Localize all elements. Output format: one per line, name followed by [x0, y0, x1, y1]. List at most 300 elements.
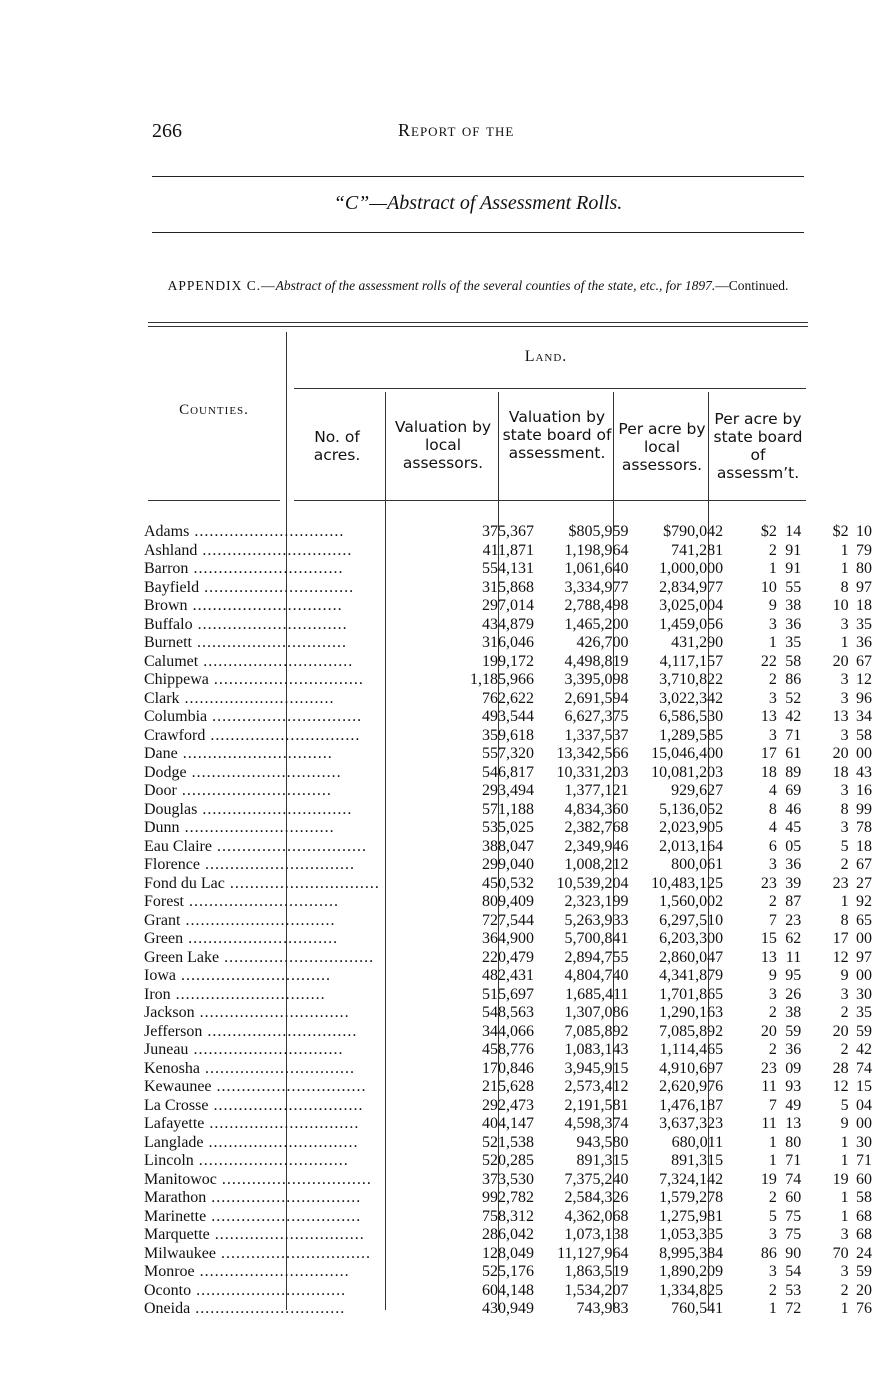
cell-pa-state-d: $2 [832, 523, 849, 540]
table-row [144, 542, 872, 561]
table-row [144, 708, 872, 727]
cell-pa-state-d: 9 [840, 967, 849, 984]
cell-pa-state-d: 9 [840, 1115, 849, 1132]
col-header-local-valuation: Valuation by local assessors. [394, 418, 492, 472]
cell-local: 5,700,841 [564, 930, 629, 947]
cell-county [144, 690, 380, 709]
counties-header: Counties. [179, 402, 249, 418]
cell-pa-local-c: 86 [785, 671, 802, 688]
county-name: Grant [144, 911, 181, 929]
cell-local: 426,700 [576, 634, 629, 651]
cell-pa-state-d: 20 [832, 652, 849, 670]
cell-state: 6,586,530 [659, 708, 724, 725]
table-row [144, 1171, 872, 1190]
cell-pa-local-c: 52 [785, 689, 802, 707]
county-name: Ashland [144, 541, 198, 559]
cell-pa-local-c: 75 [785, 1226, 802, 1243]
table-row [144, 986, 872, 1005]
county-name: Dodge [144, 763, 187, 781]
county-name: Manitowoc [144, 1170, 217, 1188]
table-top-rule [148, 322, 808, 323]
cell-pa-state-c: 71 [856, 1152, 872, 1169]
leader-dots: .............................. [206, 1207, 362, 1225]
cell-local: 7,375,240 [564, 1170, 629, 1188]
cell-local: 1,337,537 [564, 726, 629, 744]
cell-state: 1,579,278 [659, 1189, 724, 1206]
cell-pa-local-d: 22 [760, 652, 777, 670]
leader-dots: .............................. [192, 634, 347, 651]
cell-county [144, 523, 380, 542]
cell-pa-local-d: 15 [760, 930, 777, 947]
cell-pa-state-c: 30 [856, 985, 872, 1003]
county-name: Buffalo [144, 615, 193, 633]
cell-local: 2,584,326 [564, 1189, 629, 1206]
cell-pa-local-d: $2 [760, 523, 777, 540]
county-name: Bayfield [144, 578, 200, 596]
cell-pa-local-c: 89 [785, 763, 802, 781]
county-name: Juneau [144, 1041, 189, 1058]
cell-pa-state-c: 79 [856, 541, 872, 559]
cell-pa-state-d: 2 [840, 1281, 849, 1299]
county-name: Douglas [144, 800, 198, 818]
county-name: Langlade [144, 1133, 204, 1151]
cell-acres: 215,628 [482, 1078, 535, 1095]
cell-pa-state-c: 60 [856, 1170, 872, 1188]
cell-pa-local-c: 39 [785, 874, 802, 892]
county-name: Brown [144, 597, 188, 614]
cell-pa-local-d: 5 [768, 1207, 777, 1225]
leader-dots: .............................. [215, 1244, 371, 1262]
cell-pa-local-d: 9 [768, 597, 777, 614]
cell-pa-local-c: 91 [785, 541, 802, 559]
table-row [144, 1134, 872, 1153]
cell-pa-state-c: 00 [856, 745, 872, 762]
cell-pa-state-d: 19 [832, 1170, 849, 1188]
cell-county [144, 1300, 380, 1319]
cell-acres: 535,025 [482, 819, 535, 836]
county-name: Dunn [144, 819, 180, 836]
cell-pa-local-c: 36 [785, 856, 802, 873]
cell-state: 8,995,384 [659, 1244, 724, 1262]
cell-pa-state-d: 18 [832, 763, 849, 781]
cell-local: 1,377,121 [564, 782, 629, 799]
cell-pa-local-c: 49 [785, 1096, 802, 1114]
cell-acres: 297,014 [482, 597, 535, 614]
cell-local: 2,349,946 [564, 837, 629, 855]
county-name: Marathon [144, 1189, 207, 1206]
leader-dots: .............................. [211, 1078, 367, 1095]
cell-state: 1,701,865 [659, 985, 724, 1003]
cell-pa-local-d: 11 [761, 1115, 777, 1132]
cell-pa-local-c: 46 [785, 800, 802, 818]
cell-acres: 520,285 [482, 1152, 535, 1169]
cell-local: 1,465,200 [564, 615, 629, 633]
county-name: Kewaunee [144, 1078, 212, 1095]
cell-pa-local-d: 2 [768, 1041, 777, 1058]
cell-state: 1,334,825 [659, 1281, 724, 1299]
cell-county [144, 801, 380, 820]
cell-state: 1,000,000 [659, 560, 724, 577]
cell-pa-state-c: 96 [856, 689, 872, 707]
cell-pa-state-c: 00 [856, 930, 872, 947]
cell-county [144, 1134, 380, 1153]
cell-pa-local-c: 62 [785, 930, 802, 947]
cell-pa-state-c: 15 [856, 1078, 872, 1095]
table-row [144, 1115, 872, 1134]
cell-pa-state-d: 5 [840, 1096, 849, 1114]
leader-dots: .............................. [208, 1096, 364, 1114]
table-row [144, 745, 872, 764]
cell-county [144, 967, 380, 986]
cell-pa-local-c: 95 [785, 967, 802, 984]
cell-county [144, 782, 380, 801]
county-name: Clark [144, 689, 180, 707]
cell-state: 2,023,905 [659, 819, 724, 836]
cell-acres: 375,367 [482, 523, 535, 540]
leader-dots: .............................. [177, 745, 333, 762]
leader-dots: .............................. [194, 1004, 350, 1021]
cell-pa-state-d: 17 [832, 930, 849, 947]
cell-pa-state-d: 12 [832, 1078, 849, 1095]
cell-local: 10,331,203 [556, 763, 629, 781]
cell-state: 1,053,335 [659, 1226, 724, 1243]
cell-acres: 373,530 [482, 1170, 535, 1188]
cell-pa-state-d: 8 [840, 800, 849, 818]
cell-local: 891,315 [576, 1152, 629, 1169]
cell-local: 743,983 [576, 1300, 629, 1317]
cell-local: 4,834,360 [564, 800, 629, 818]
county-name: Monroe [144, 1263, 195, 1280]
table-row [144, 1097, 872, 1116]
cell-pa-state-d: 2 [840, 1041, 849, 1058]
cell-pa-local-d: 4 [768, 819, 777, 836]
table-row [144, 671, 872, 690]
cell-pa-local-c: 05 [785, 837, 802, 855]
county-name: Eau Claire [144, 837, 212, 855]
cell-state: 1,290,163 [659, 1004, 724, 1021]
cell-pa-state-c: 35 [856, 1004, 872, 1021]
cell-acres: 411,871 [482, 541, 535, 559]
cell-pa-local-d: 8 [768, 800, 777, 818]
county-name: Adams [144, 523, 190, 540]
cell-acres: 1,185,966 [470, 671, 535, 688]
cell-state: 760,541 [671, 1300, 724, 1317]
cell-pa-state-c: 18 [856, 837, 872, 855]
county-name: Crawford [144, 726, 206, 744]
cell-state: 1,560,002 [659, 893, 724, 910]
table-row [144, 727, 872, 746]
cell-pa-local-d: 2 [768, 541, 777, 559]
county-name: Dane [144, 745, 178, 762]
cell-local: 1,307,086 [564, 1004, 629, 1021]
cell-county [144, 1245, 380, 1264]
land-header-rule [294, 388, 806, 389]
table-row [144, 1041, 872, 1060]
cell-pa-local-d: 10 [760, 578, 777, 596]
cell-county [144, 579, 380, 598]
leader-dots: .............................. [208, 671, 364, 688]
cell-pa-local-d: 13 [760, 948, 777, 966]
cell-state: 1,890,209 [659, 1263, 724, 1280]
cell-local: $805,959 [568, 523, 629, 540]
cell-state: 2,013,164 [659, 837, 724, 855]
cell-pa-local-c: 45 [785, 819, 802, 836]
cell-pa-local-c: 55 [785, 578, 802, 596]
cell-county [144, 1097, 380, 1116]
appendix-continued: —Continued. [715, 278, 789, 293]
leader-dots: .............................. [176, 782, 332, 799]
leader-dots: .............................. [224, 874, 380, 892]
cell-state: 431,290 [671, 634, 724, 651]
leader-dots: .............................. [179, 819, 335, 836]
cell-state: 891,315 [671, 1152, 724, 1169]
table-row [144, 690, 872, 709]
leader-dots: .............................. [199, 578, 355, 596]
table-row [144, 949, 872, 968]
cell-pa-local-c: 72 [785, 1300, 802, 1317]
cell-county [144, 653, 380, 672]
cell-local: 2,191,581 [564, 1096, 629, 1114]
cell-acres: 571,188 [482, 800, 535, 818]
county-name: Lincoln [144, 1152, 194, 1169]
cell-acres: 434,879 [482, 615, 535, 633]
leader-dots: .............................. [206, 1189, 362, 1206]
cell-local: 4,498,819 [564, 652, 629, 670]
cell-pa-state-d: 1 [840, 1300, 849, 1317]
cell-pa-state-c: 42 [856, 1041, 872, 1058]
cell-pa-local-d: 18 [760, 763, 777, 781]
cell-county [144, 1115, 380, 1134]
cell-county [144, 745, 380, 764]
cell-local: 1,198,964 [564, 541, 629, 559]
table-body [144, 523, 872, 1319]
cell-local: 7,085,892 [564, 1022, 629, 1040]
cell-county [144, 1023, 380, 1042]
cell-local: 2,573,412 [564, 1078, 629, 1095]
cell-pa-state-d: 1 [840, 1189, 849, 1206]
cell-pa-local-c: 71 [785, 726, 802, 744]
table-row [144, 801, 872, 820]
cell-pa-state-c: 36 [856, 634, 872, 651]
leader-dots: .............................. [183, 930, 339, 947]
leader-dots: .............................. [186, 763, 342, 781]
table-row [144, 893, 872, 912]
cell-pa-local-c: 36 [785, 615, 802, 633]
cell-pa-local-d: 1 [768, 1152, 777, 1169]
cell-pa-state-c: 78 [856, 819, 872, 836]
cell-pa-state-d: 3 [840, 985, 849, 1003]
county-name: Forest [144, 893, 184, 910]
cell-pa-local-c: 35 [785, 634, 802, 651]
county-name: Iowa [144, 967, 176, 984]
cell-pa-state-d: 1 [840, 560, 849, 577]
cell-pa-state-c: 16 [856, 782, 872, 799]
cell-pa-state-c: 92 [856, 893, 872, 910]
cell-county [144, 542, 380, 561]
county-name: Fond du Lac [144, 874, 225, 892]
leader-dots: .............................. [199, 856, 355, 873]
cell-pa-local-c: 60 [785, 1189, 802, 1206]
cell-pa-state-d: 20 [832, 1022, 849, 1040]
cell-acres: 458,776 [482, 1041, 535, 1058]
cell-local: 943,580 [576, 1133, 629, 1151]
cell-state: 2,860,047 [659, 948, 724, 966]
cell-pa-state-d: 1 [840, 1152, 849, 1169]
cell-state: 7,324,142 [659, 1170, 724, 1188]
county-name: Marquette [144, 1226, 210, 1243]
assessment-table [144, 523, 872, 1319]
col-header-state-valuation: Valuation by state board of assessment. [502, 408, 612, 462]
leader-dots: .............................. [191, 1281, 347, 1299]
table-row [144, 1023, 872, 1042]
cell-county [144, 1226, 380, 1245]
cell-pa-state-d: 28 [832, 1059, 849, 1077]
cell-pa-local-d: 9 [768, 967, 777, 984]
cell-acres: 299,040 [482, 856, 535, 873]
table-row [144, 912, 872, 931]
cell-pa-local-d: 23 [760, 1059, 777, 1077]
cell-pa-state-c: 34 [856, 708, 872, 725]
county-name: Iron [144, 985, 171, 1003]
cell-state: 4,910,697 [659, 1059, 724, 1077]
cell-acres: 557,320 [482, 745, 535, 762]
leader-dots: .............................. [211, 837, 367, 855]
cell-pa-state-d: 3 [840, 615, 849, 633]
leader-dots: .............................. [189, 523, 345, 540]
cell-acres: 482,431 [482, 967, 535, 984]
table-row [144, 819, 872, 838]
leader-dots: .............................. [204, 1115, 360, 1132]
cell-pa-state-d: 1 [840, 541, 849, 559]
cell-county [144, 727, 380, 746]
cell-pa-local-c: 53 [785, 1281, 802, 1299]
cell-pa-local-d: 1 [768, 634, 777, 651]
table-row [144, 1189, 872, 1208]
cell-county [144, 1041, 380, 1060]
leader-dots: .............................. [199, 1059, 355, 1077]
top-rule [152, 176, 804, 177]
table-row [144, 1060, 872, 1079]
cell-pa-local-d: 3 [768, 1263, 777, 1280]
cell-pa-local-d: 19 [760, 1170, 777, 1188]
cell-pa-local-d: 2 [768, 671, 777, 688]
county-name: La Crosse [144, 1096, 209, 1114]
cell-pa-state-d: 5 [840, 837, 849, 855]
cell-pa-state-c: 24 [856, 1244, 872, 1262]
cell-pa-local-c: 58 [785, 652, 802, 670]
cell-local: 2,894,755 [564, 948, 629, 966]
leader-dots: .............................. [179, 689, 335, 707]
county-name: Green Lake [144, 948, 220, 966]
cell-acres: 430,949 [482, 1300, 535, 1317]
cell-local: 1,083,143 [564, 1041, 629, 1058]
table-row [144, 634, 872, 653]
cell-pa-state-d: 3 [840, 726, 849, 744]
cell-pa-state-c: 74 [856, 1059, 872, 1077]
leader-dots: .............................. [192, 615, 348, 633]
leader-dots: .............................. [216, 1170, 372, 1188]
county-name: Florence [144, 856, 200, 873]
table-row [144, 1226, 872, 1245]
cell-pa-state-d: 8 [840, 911, 849, 929]
cell-pa-local-d: 2 [768, 1281, 777, 1299]
cell-pa-local-c: 13 [785, 1115, 802, 1132]
cell-state: 929,627 [671, 782, 724, 799]
cell-county [144, 1004, 380, 1023]
cell-county [144, 634, 380, 653]
cell-pa-state-c: 76 [856, 1300, 872, 1317]
leader-dots: .............................. [198, 652, 354, 670]
cell-local: 1,863,519 [564, 1263, 629, 1280]
cell-acres: 388,047 [482, 837, 535, 855]
table-row [144, 616, 872, 635]
cell-pa-state-c: 18 [856, 597, 872, 614]
cell-local: 13,342,566 [556, 745, 629, 762]
leader-dots: .............................. [197, 800, 353, 818]
cell-state: 3,637,323 [659, 1115, 724, 1132]
table-row [144, 1208, 872, 1227]
col-header-per-acre-state: Per acre by state board of assessm’t. [713, 410, 803, 482]
cell-pa-state-d: 1 [840, 893, 849, 910]
county-name: Chippewa [144, 671, 209, 688]
cell-county [144, 1282, 380, 1301]
county-name: Oneida [144, 1300, 191, 1317]
cell-state: 3,710,822 [659, 671, 724, 688]
table-row [144, 560, 872, 579]
cell-state: 10,483,125 [651, 874, 724, 892]
leader-dots: .............................. [209, 1226, 365, 1243]
cell-local: 4,362,068 [564, 1207, 629, 1225]
cell-state: 3,025,004 [659, 597, 724, 614]
cell-pa-local-d: 1 [768, 560, 777, 577]
cell-acres: 128,049 [482, 1244, 535, 1262]
cell-pa-state-c: 80 [856, 560, 872, 577]
cell-pa-local-d: 3 [768, 726, 777, 744]
county-name: Milwaukee [144, 1244, 216, 1262]
cell-acres: 286,042 [482, 1226, 535, 1243]
cell-state: 680,011 [671, 1133, 724, 1151]
cell-county [144, 856, 380, 875]
cell-county [144, 1060, 380, 1079]
cell-state: 2,834,977 [659, 578, 724, 596]
county-name: Door [144, 782, 177, 799]
table-row [144, 523, 872, 542]
cell-pa-local-c: 23 [785, 911, 802, 929]
county-name: Kenosha [144, 1059, 200, 1077]
cell-pa-local-d: 7 [768, 911, 777, 929]
cell-pa-state-d: 1 [840, 1133, 849, 1151]
table-row [144, 1152, 872, 1171]
cell-acres: 546,817 [482, 763, 535, 781]
cell-county [144, 560, 380, 579]
leader-dots: .............................. [170, 985, 326, 1003]
cell-county [144, 1171, 380, 1190]
cell-local: 1,534,207 [564, 1281, 629, 1299]
cell-acres: 199,172 [482, 652, 535, 670]
cell-county [144, 764, 380, 783]
table-row [144, 653, 872, 672]
cell-pa-state-c: 58 [856, 1189, 872, 1206]
header-bottom-rule [294, 500, 806, 501]
cell-pa-local-c: 36 [785, 1041, 802, 1058]
cell-state: 5,136,052 [659, 800, 724, 818]
cell-pa-state-d: 2 [840, 1004, 849, 1021]
cell-acres: 344,066 [482, 1022, 535, 1040]
table-row [144, 838, 872, 857]
cell-pa-state-c: 97 [856, 578, 872, 596]
cell-pa-local-d: 2 [768, 1189, 777, 1206]
county-name: Jefferson [144, 1022, 203, 1040]
